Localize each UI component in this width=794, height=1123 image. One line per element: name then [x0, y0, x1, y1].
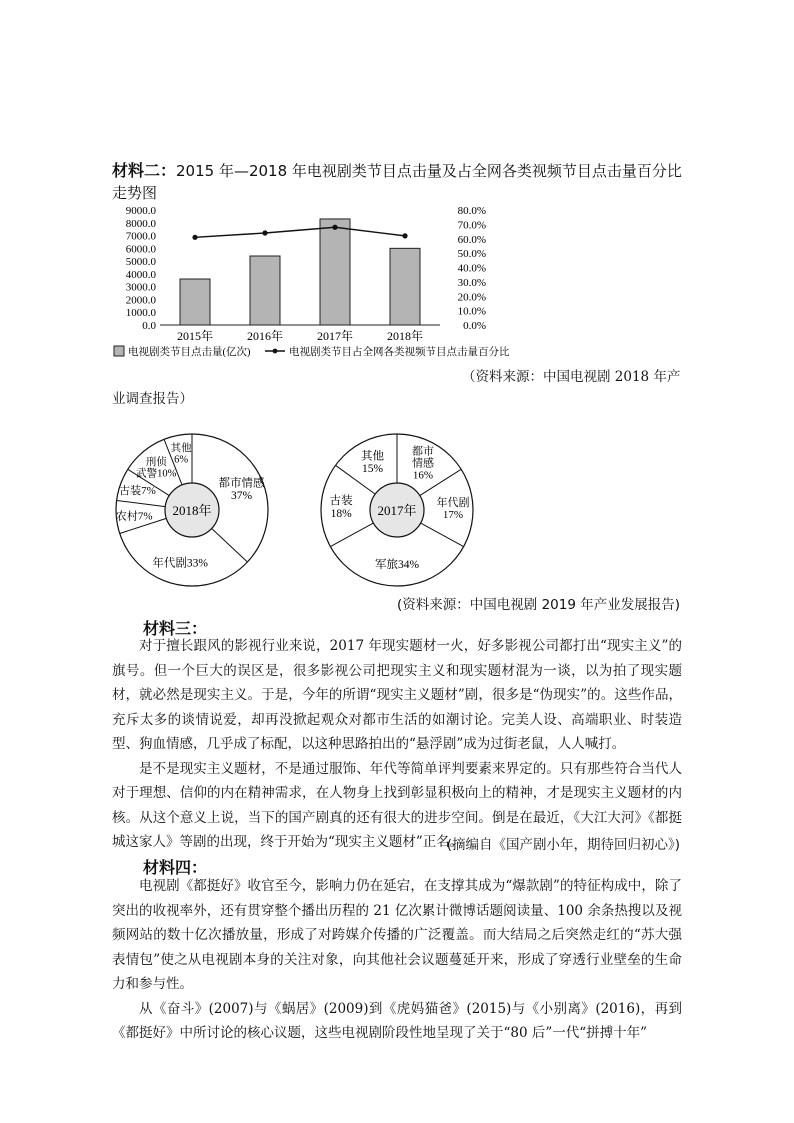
material2-heading [112, 160, 692, 204]
left-tick-label: 1000.0 [125, 307, 156, 320]
material3-lead: 材料三： [143, 619, 208, 638]
slice-label-line: 都市情感 [218, 477, 265, 490]
slice-label-line: 其他 [360, 450, 384, 463]
left-tick-label: 6000.0 [125, 243, 156, 256]
donut-center-label: 2018年 [172, 503, 212, 518]
percent-point [192, 235, 197, 240]
bar [250, 256, 280, 325]
material3-source: (摘编自《国产剧小年，期待回归初心》) [446, 837, 680, 853]
right-tick-label: 50.0% [457, 248, 486, 261]
left-tick-label: 8000.0 [125, 217, 156, 230]
slice-label-line: 其他 [170, 442, 192, 454]
slice-label [361, 449, 384, 476]
left-tick-label: 9000.0 [125, 205, 156, 217]
slice-label-line: 15% [361, 463, 384, 476]
x-tick-label: 2015年 [176, 329, 214, 343]
x-tick-label: 2018年 [386, 329, 424, 343]
material4-body [112, 874, 682, 1046]
right-tick-label: 60.0% [457, 233, 486, 246]
left-tick-label: 3000.0 [125, 281, 156, 294]
slice-label [116, 508, 153, 522]
percent-point [332, 225, 337, 230]
right-tick-label: 0.0% [463, 320, 486, 332]
slice-label-line: 6% [174, 454, 189, 466]
slice-label-line: 17% [442, 509, 464, 522]
pie-chart-2018 [110, 425, 275, 595]
clicks-combo-chart [110, 200, 530, 370]
x-tick-label: 2016年 [246, 329, 284, 343]
percent-point [402, 233, 407, 238]
material4-paragraph-2: 从《奋斗》(2007)与《蜗居》(2009)到《虎妈猫爸》(2015)与《小别离》(2016)，再到《都挺好》中所讨论的核心议题，这些电视剧阶段性地呈现了关于“80 后”一代“拼搏十年” [112, 1000, 682, 1041]
slice-label [412, 443, 434, 481]
slice-label-line: 农村7% [115, 510, 153, 523]
material2-lead: 材料二： [112, 161, 177, 180]
legend-line-label: 电视剧类节目占全网各类视频节目点击量百分比 [289, 347, 510, 358]
right-tick-label: 70.0% [457, 219, 486, 232]
right-tick-label: 20.0% [457, 291, 486, 304]
left-tick-label: 7000.0 [125, 230, 156, 243]
right-tick-label: 40.0% [457, 262, 486, 275]
left-tick-label: 5000.0 [125, 256, 156, 269]
legend-bar-label: 电视剧类节目点击量(亿次) [128, 347, 251, 358]
left-tick-label: 4000.0 [125, 268, 156, 281]
material4-paragraph-1: 电视剧《都挺好》收官至今，影响力仍在延宕，在支撑其成为“爆款剧”的特征构成中，除了突出的收视率外，还有贯穿整个播出历程的 21 亿次累计微博话题阅读量、100 余条热搜以及视频网站的数十亿次播放量，形成了对跨媒介传播的广泛覆盖。而大结局之后突然走红的“苏大强表情包”使之从电视剧本身的关注对象，向其他社会议题蔓延开来，形成了穿透行业壁垒的生命力和参与性。 [112, 878, 682, 992]
legend-line-marker [273, 349, 278, 354]
material3-paragraph-2: 是不是现实主义题材，不是通过服饰、年代等简单评判要素来界定的。只有那些符合当代人对于理想、信仰的内在精神需求，在人物身上找到彰显积极向上的精神，才是现实主义题材的内核。从这个意义上说，当下的国产剧真的还有很大的进步空间。倒是在最近，《大江大河》《都挺城这家人》等剧的出现，终于开始为“现实主义题材”正名。 [112, 760, 682, 850]
bar [180, 279, 210, 325]
slice-label-line: 古装 [329, 495, 353, 508]
legend-bar-swatch [114, 346, 124, 356]
slice-label-line: 年代剧 [436, 497, 470, 510]
slice-label [330, 493, 353, 520]
left-tick-label: 2000.0 [125, 294, 156, 307]
donut-center-label: 2017年 [377, 503, 417, 518]
material3-paragraph-1: 对于擅长跟风的影视行业来说，2017 年现实题材一火，好多影视公司都打出“现实主义”的旗号。但一个巨大的误区是，很多影视公司把现实主义和现实题材混为一谈，以为拍了现实题材，就必然是现实主义。于是，今年的所谓“现实主义题材”剧，很多是“伪现实”的。这些作品，充斥太多的谈情说爱，却再没掀起观众对都市生活的如潮讨论。完美人设、高端职业、时装造型、狗血情感，几乎成了标配，以这种思路拍出的“悬浮剧”成为过街老鼠，人人喊打。 [112, 638, 682, 752]
material3-body [112, 634, 682, 855]
bar [320, 219, 350, 325]
slice-label-line: 武警10% [136, 468, 177, 480]
slice-label-line: 古装7% [119, 485, 156, 498]
x-tick-label: 2017年 [316, 329, 354, 343]
slice-label [375, 558, 419, 571]
pie-chart-2017 [315, 425, 480, 595]
material4-lead: 材料四： [143, 858, 208, 877]
source-note-2: (资料来源：中国电视剧 2019 年产业发展报告) [397, 597, 680, 613]
material2-title: 2015 年—2018 年电视剧类节目点击量及占全网各类视频节目点击量百分比走势图 [112, 162, 682, 202]
percent-point [262, 230, 267, 235]
left-tick-label: 0.0 [142, 320, 156, 332]
right-tick-label: 80.0% [457, 205, 486, 217]
slice-label-line: 18% [330, 507, 352, 520]
slice-label-line: 刑侦 [145, 456, 167, 468]
slice-label-line: 军旅34% [374, 559, 420, 572]
slice-label-line: 情感 [412, 457, 435, 470]
slice-label [152, 556, 208, 570]
slice-label-line: 都市 [412, 445, 435, 458]
right-tick-label: 10.0% [457, 305, 486, 318]
bar [390, 248, 420, 325]
slice-label [119, 483, 156, 497]
percent-line [195, 227, 405, 237]
slice-label-line: 37% [231, 489, 253, 502]
source-note-1: （资料来源：中国电视剧 2018 年产业调查报告） [112, 369, 681, 407]
slice-label-line: 16% [412, 469, 434, 482]
right-tick-label: 30.0% [457, 276, 486, 289]
slice-label-line: 年代剧33% [152, 557, 209, 570]
